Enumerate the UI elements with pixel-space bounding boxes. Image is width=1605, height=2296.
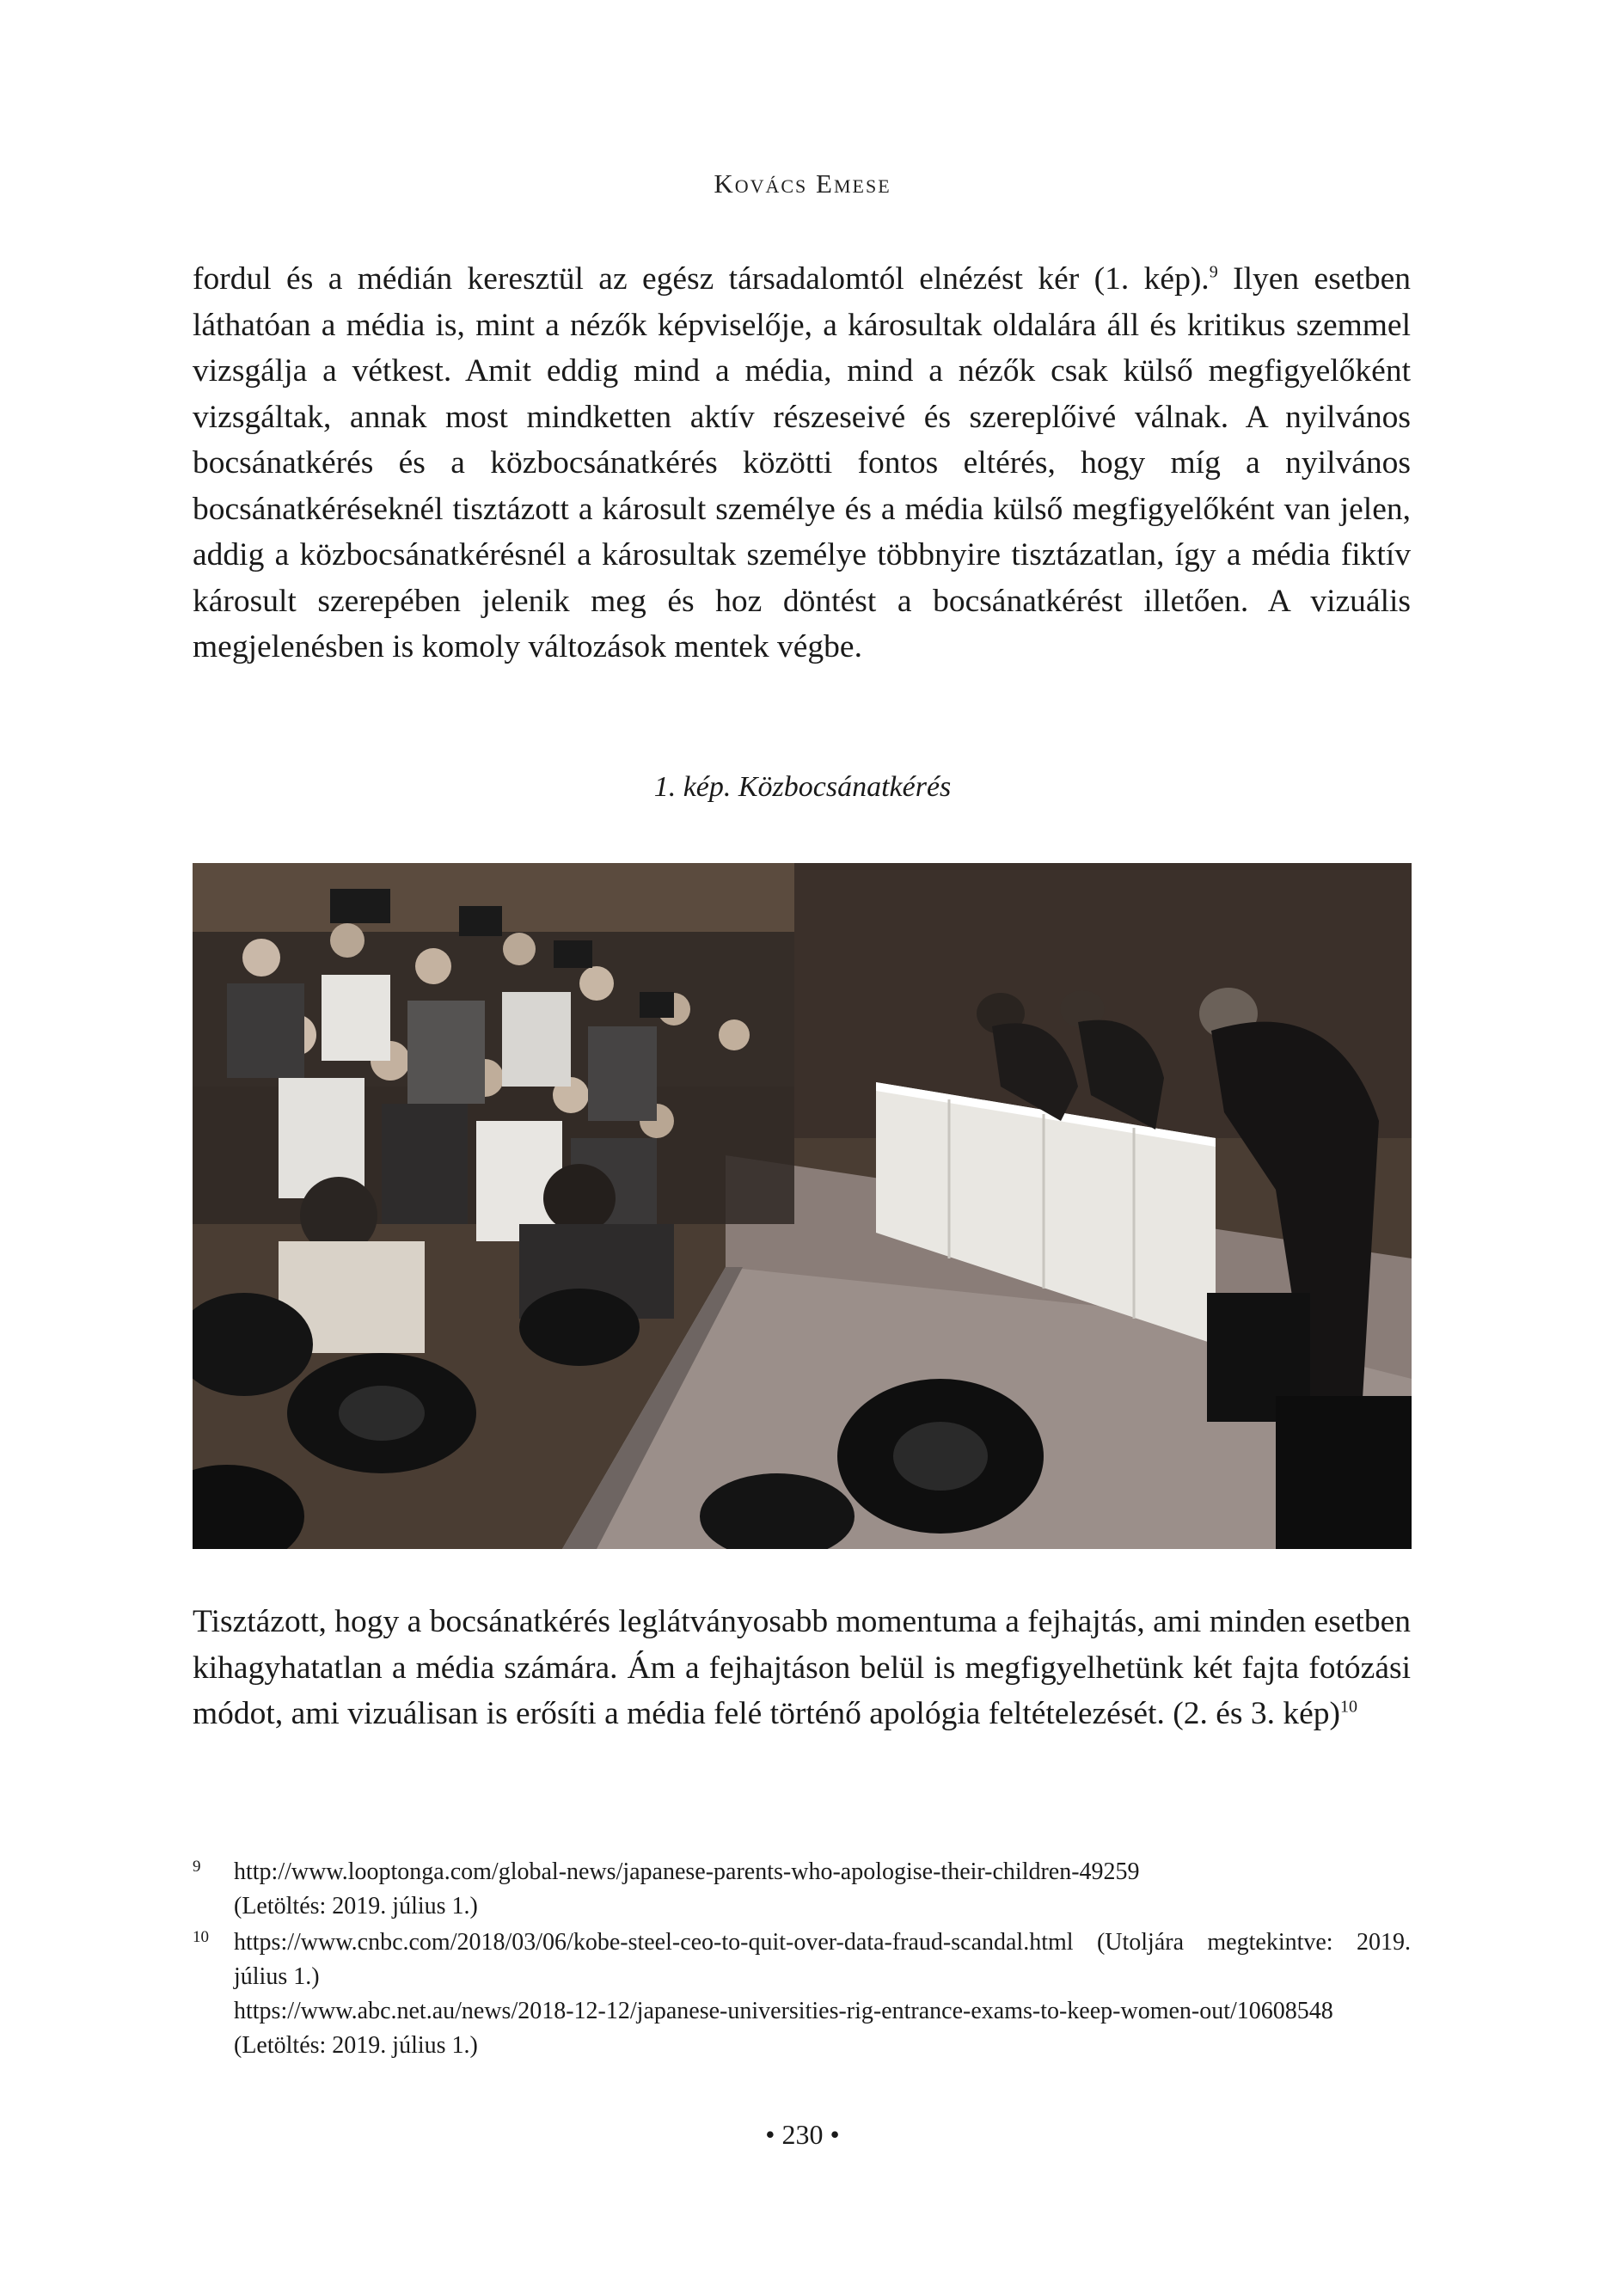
footnote-10: [193, 1926, 1411, 2063]
footnote-ref-9: 9: [1209, 262, 1218, 282]
footnote-number: 10: [193, 1928, 209, 1946]
footnote-9: [193, 1855, 1411, 1924]
footnote-line: https://www.abc.net.au/news/2018-12-12/japanese-universities-rig-entrance-exams-to-keep-women-out/10608548 (Letöltés: 2019. július 1.): [234, 1998, 1333, 2059]
footnote-line: https://www.cnbc.com/2018/03/06/kobe-steel-ceo-to-quit-over-data-fraud-scandal.html (Utoljára megtekintve: 2019. július 1.): [234, 1929, 1411, 1990]
paragraph-1-text-a: fordul és a médián keresztül az egész társadalomtól elnézést kér (1. kép).: [193, 261, 1210, 297]
footnote-line: (Letöltés: 2019. július 1.): [234, 1893, 478, 1919]
footnote-number: 9: [193, 1858, 201, 1876]
footnote-ref-10: 10: [1339, 1697, 1357, 1717]
photo-illustration: [193, 863, 1412, 1549]
footnotes: [193, 1855, 1411, 2065]
press-conference-photo: [193, 863, 1412, 1549]
paragraph-2-text: Tisztázott, hogy a bocsánatkérés leglátványosabb momentuma a fejhajtás, ami minden esetben kihagyhatatlan a média számára. Ám a fejhajtáson belül is megfigyelhetünk két fajta fotózási módot, ami vizuálisan is erősíti a média felé történő apológia feltételezését. (2. és 3. kép): [193, 1604, 1411, 1731]
paragraph-1: [193, 256, 1411, 670]
running-head: Kovács Emese: [714, 168, 891, 199]
paragraph-2: [193, 1599, 1411, 1737]
paragraph-1-text-b: Ilyen esetben láthatóan a média is, mint a nézők képviselője, a károsultak oldalára áll és kritikus szemmel vizsgálja a vétkest. Amit eddig mind a média, mind a nézők csak külső megfigyelőként vizsgáltak, annak most mindketten aktív részeseivé és szereplőivé válnak. A nyilvános bocsánatkérés és a közbocsánatkérés közötti fontos eltérés, hogy míg a nyilvános bocsánatkéréseknél tisztázott a károsult személye és a média külső megfigyelőként van jelen, addig a közbocsánatkérésnél a károsultak személye többnyire tisztázatlan, így a média fiktív károsult szerepében jelenik meg és hoz döntést a bocsánatkérést illetően. A vizuális megjelenésben is komoly változások mentek végbe.: [193, 261, 1412, 664]
figure-caption: 1. kép. Közbocsánatkérés: [653, 771, 952, 803]
footnote-line: http://www.looptonga.com/global-news/japanese-parents-who-apologise-their-children-49259: [234, 1858, 1140, 1885]
page-number: • 230 •: [765, 2119, 840, 2150]
